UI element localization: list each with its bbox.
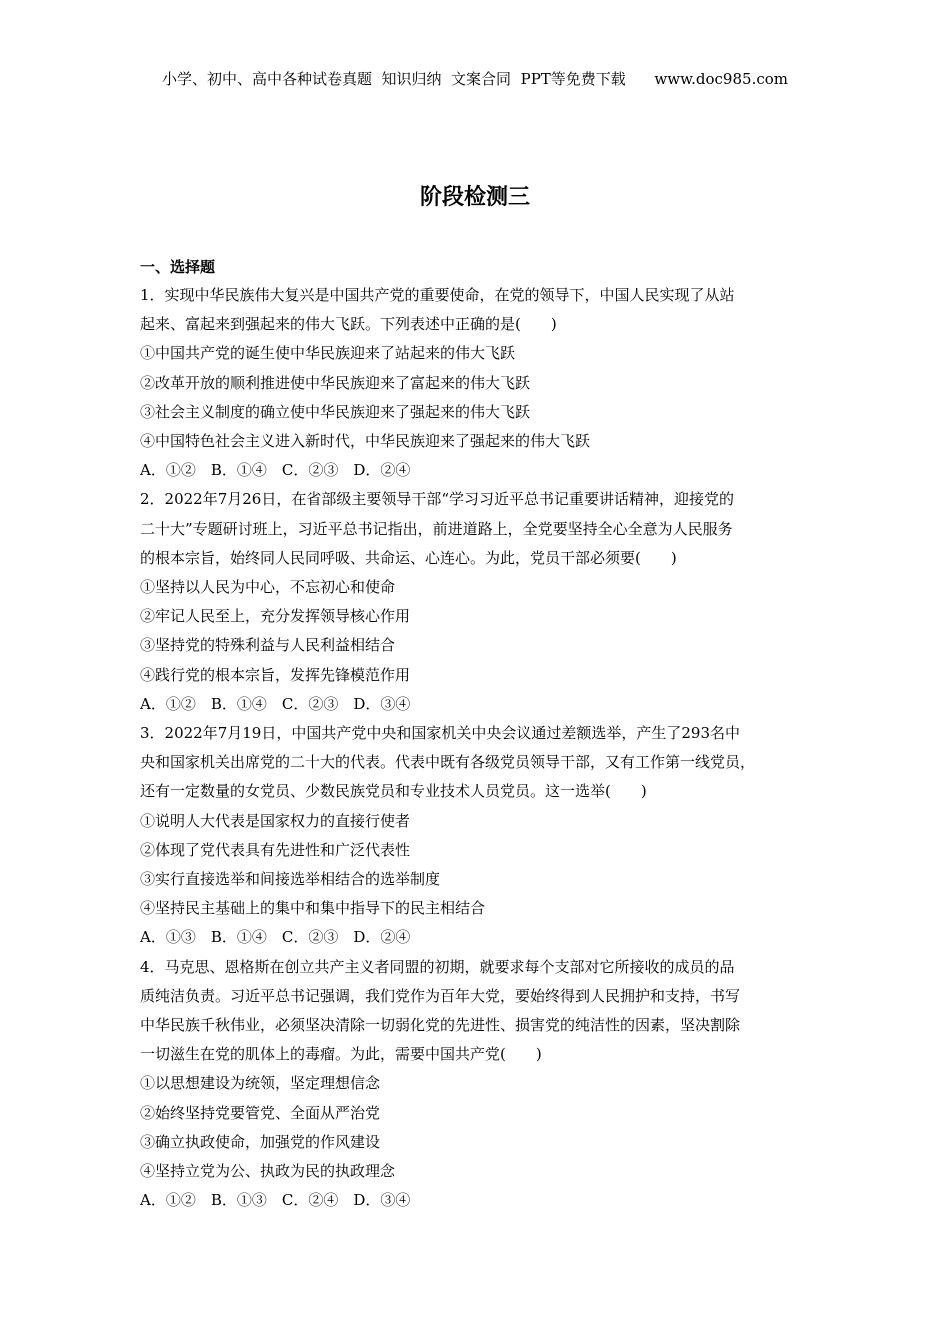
section-heading: 一、选择题: [140, 258, 216, 276]
question-4: [140, 953, 820, 1216]
statement-item: ①以思想建设为统领，坚定理想信念: [140, 1074, 381, 1093]
question-3: [140, 719, 820, 953]
question-stem-line: 2．2022年7月26日，在省部级主要领导干部“学习习近平总书记重要讲话精神，迎接党的: [140, 490, 735, 509]
answer-options: A．①② B．①③ C．②④ D．③④: [140, 1191, 411, 1210]
question-stem-line: 中华民族千秋伟业，必须坚决清除一切弱化党的先进性、损害党的纯洁性的因素，坚决割除: [140, 1016, 741, 1035]
statement-item: ①说明人大代表是国家权力的直接行使者: [140, 811, 411, 830]
statement-item: ④中国特色社会主义进入新时代，中华民族迎来了强起来的伟大飞跃: [140, 432, 591, 451]
question-stem-line: 还有一定数量的女党员、少数民族党员和专业技术人员党员。这一选举( ): [140, 782, 647, 801]
question-stem-line: 质纯洁负责。习近平总书记强调，我们党作为百年大党，要始终得到人民拥护和支持，书写: [140, 986, 741, 1005]
question-stem-line: 的根本宗旨，始终同人民同呼吸、共命运、心连心。为此，党员干部必须要( ): [140, 548, 677, 567]
answer-options: A．①② B．①④ C．②③ D．②④: [140, 461, 411, 480]
page-title: 阶段检测三: [419, 185, 530, 210]
statement-item: ④坚持民主基础上的集中和集中指导下的民主相结合: [140, 899, 486, 918]
question-stem-line: 一切滋生在党的肌体上的毒瘤。为此，需要中国共产党( ): [140, 1045, 542, 1064]
question-1: [140, 281, 820, 485]
answer-options: A．①③ B．①④ C．②③ D．②④: [140, 928, 411, 947]
statement-item: ②始终坚持党要管党、全面从严治党: [140, 1103, 381, 1122]
question-stem-line: 4．马克思、恩格斯在创立共产主义者同盟的初期，就要求每个支部对它所接收的成员的品: [140, 957, 735, 976]
question-stem-line: 1．实现中华民族伟大复兴是中国共产党的重要使命，在党的领导下，中国人民实现了从站: [140, 286, 735, 304]
statement-item: ②牢记人民至上，充分发挥领导核心作用: [140, 607, 411, 626]
statement-item: ③社会主义制度的确立使中华民族迎来了强起来的伟大飞跃: [140, 402, 531, 421]
statement-item: ④坚持立党为公、执政为民的执政理念: [140, 1162, 396, 1181]
question-stem-line: 二十大”专题研讨班上，习近平总书记指出，前进道路上，全党要坚持全心全意为人民服务: [140, 519, 733, 538]
question-2: [140, 485, 820, 719]
statement-item: ②改革开放的顺利推进使中华民族迎来了富起来的伟大飞跃: [140, 373, 531, 392]
statement-item: ①中国共产党的诞生使中华民族迎来了站起来的伟大飞跃: [140, 344, 516, 363]
statement-item: ③实行直接选举和间接选举相结合的选举制度: [140, 870, 441, 889]
statement-item: ③确立执政使命，加强党的作风建设: [140, 1132, 381, 1151]
question-content: [140, 253, 820, 1216]
answer-options: A．①② B．①④ C．②③ D．③④: [140, 694, 411, 713]
question-stem-line: 央和国家机关出席党的二十大的代表。代表中既有各级党员领导干部，又有工作第一线党员，: [140, 753, 756, 772]
statement-item: ②体现了党代表具有先进性和广泛代表性: [140, 840, 411, 859]
question-stem-line: 3．2022年7月19日，中国共产党中央和国家机关中央会议通过差额选举，产生了293名中: [140, 724, 740, 743]
statement-item: ①坚持以人民为中心，不忘初心和使命: [140, 578, 396, 597]
question-stem-line: 起来、富起来到强起来的伟大飞跃。下列表述中正确的是( ): [140, 315, 557, 334]
statement-item: ④践行党的根本宗旨，发挥先锋模范作用: [140, 665, 411, 684]
statement-item: ③坚持党的特殊利益与人民利益相结合: [140, 636, 396, 655]
page-header: 小学、初中、高中各种试卷真题 知识归纳 文案合同 PPT等免费下载 www.doc985.com: [161, 70, 788, 88]
